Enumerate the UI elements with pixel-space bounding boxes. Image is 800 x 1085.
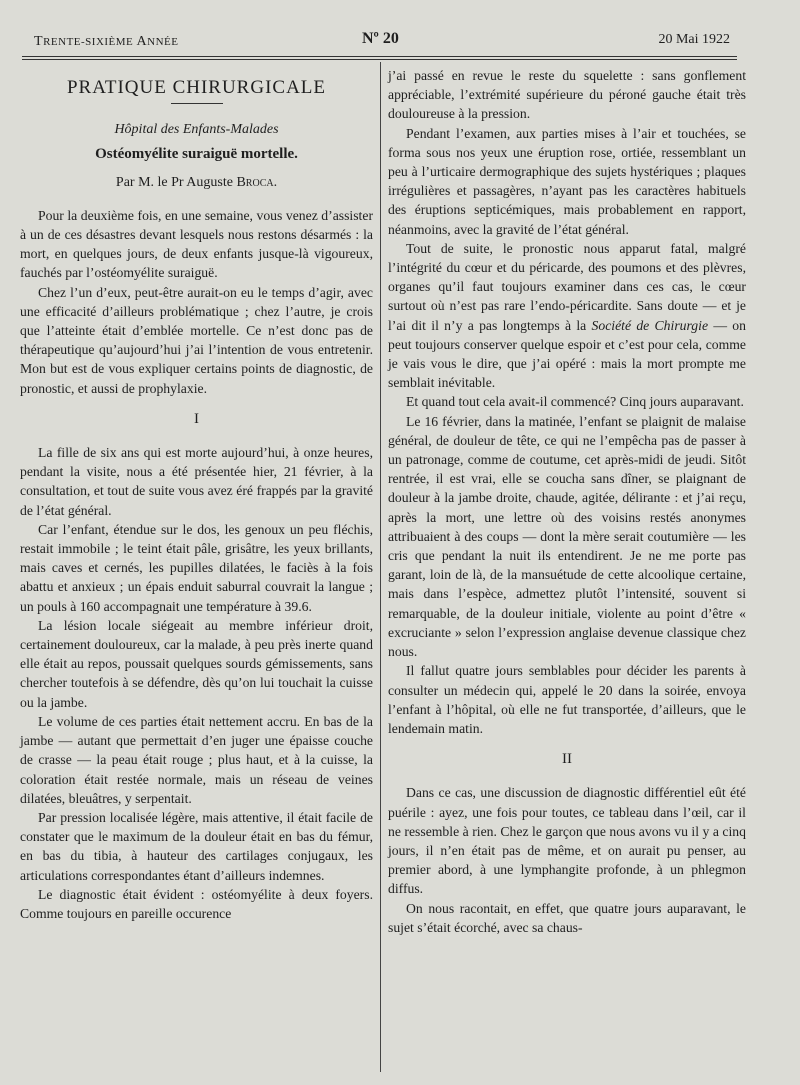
issue-number: Nº 20: [362, 30, 399, 47]
hospital-name: Hôpital des Enfants-Malades: [114, 122, 279, 138]
paragraph: Par pression localisée légère, mais attentive, il était facile de constater que le maximum de la douleur était en bas du fémur, en bas du tibia, à hauteur des cartilages conjugaux, les articulations correspondantes étant d’ailleurs indemnes.: [20, 809, 373, 883]
paragraph: Le volume de ces parties était nettement accru. En bas de la jambe — autant que permettait d’en juger une épaisse couche de crasse — la peau était rouge ; plus haut, et à la cuisse, la coloration était restée normale, mais un réseau de veines dilatées, bleuâtres, y serpentait.: [20, 713, 373, 806]
paragraph: Pour la deuxième fois, en une semaine, vous venez d’assister à un de ces désastres devant lesquels nous restons désarmés : la mort, en quelques jours, de deux enfants jusque-là vigoureux, fauchés par l’ostéomyélite suraiguë.: [20, 207, 373, 281]
column-divider: [380, 62, 381, 1072]
paragraph: Dans ce cas, une discussion de diagnostic différentiel eût été puérile : ayez, une fois pour toutes, ce tableau dans l’œil, car il ne ressemble à rien. Chez le garçon que nous avons vu il y a cinq jours, il n’en était pas de même, et on aurait pu penser, au premier abord, à une lymphangite profonde, à un phlegmon diffus.: [388, 785, 746, 897]
paragraph: Le diagnostic était évident : ostéomyélite à deux foyers. Comme toujours en pareille occurence: [20, 886, 373, 921]
paragraph: Chez l’un d’eux, peut-être aurait-on eu le temps d’agir, avec une efficacité d’ailleurs problématique ; chez l’autre, je crois que l’atteinte était d’emblée mortelle. Ce n’est donc pas de thérapeutique qu’aujourd’hui j’ai l’intention de vous entretenir. Mon but est de vous expliquer certains points de diagnostic, de pronostic, et aussi de prophylaxie.: [20, 284, 373, 396]
section-number: I: [194, 410, 199, 427]
header-rule: [22, 56, 737, 57]
section-number: II: [562, 751, 572, 768]
section-title: PRATIQUE CHIRURGICALE: [66, 77, 327, 98]
paragraph: Pendant l’examen, aux parties mises à l’air et touchées, se forma sous nos yeux une éruption rose, ortiée, ressemblant un peu à l’urticaire dermographique des sujets hystériques ; plaques irrégulières et passagères, n’ayant pas les caractères habituels des éruptions septicémiques, mais probablement en rapport, néanmoins, avec la gravité de l’état général.: [388, 125, 746, 237]
byline: Par M. le Pr Auguste Broca.: [115, 174, 278, 190]
header-rule-double: [22, 59, 737, 60]
paragraph: La fille de six ans qui est morte aujourd’hui, à onze heures, pendant la visite, nous a été présentée hier, 21 février, à la consultation, et tout de suite vous avez éré frappés par la gravité de l’état général.: [20, 445, 373, 518]
running-header: [22, 30, 734, 58]
paragraph: Il fallut quatre jours semblables pour décider les parents à consulter un médecin qui, appelé le 20 dans la soirée, envoya l’enfant à l’hôpital, où elle ne fut transportée, d’ailleurs, que le lendemain matin.: [388, 663, 746, 736]
journal-volume: TRENTE-SIXIÈME ANNÉE: [34, 34, 179, 49]
paragraph: Et quand tout cela avait-il commencé? Cinq jours auparavant.: [406, 394, 744, 410]
paragraph: On nous racontait, en effet, que quatre jours auparavant, le sujet s’était écorché, avec sa chaus-: [388, 900, 746, 935]
left-column: [20, 64, 373, 923]
right-column: [388, 66, 746, 937]
title-rule: [171, 103, 223, 104]
paragraph-continued: j’ai passé en revue le reste du squelette : sans gonflement appréciable, l’extrémité supérieure du péroné gauche était très douloureuse à la pression.: [388, 68, 746, 122]
paragraph: Le 16 février, dans la matinée, l’enfant se plaignit de malaise général, de douleur de tête, ce qui ne l’empêcha pas de passer à un patronage, comme de coutume, cet après-midi de jeudi. Sitôt rentrée, il est vrai, elle se coucha sans dîner, se plaignant de douleur à la jambe droite, chaude, agitée, délirante : et j’ai reçu, après la mort, une lettre où des voisins restés anonymes attribuaient à des coups — dont la mère serait coutumière — les cris que pendant la nuit ils entendirent. Je ne me porte pas garant, loin de là, de la mansuétude de cette alcoolique certaine, mais dans l’espèce, admettez plutôt l’intensité, souvent si remarquable, de la douleur initiale, violente au point d’être « excruciante » selon l’expression anglaise devenue classique chez nous.: [388, 413, 746, 660]
paragraph: La lésion locale siégeait au membre inférieur droit, certainement douloureux, car la malade, à peu près inerte quand elle était au repos, poussait quelques sourds gémissements, sans chercher toutefois à se défendre, dès qu’on lui touchait la cuisse ou la jambe.: [20, 617, 373, 710]
paragraph: Tout de suite, le pronostic nous apparut fatal, malgré l’intégrité du cœur et du péricarde, des poumons et des plèvres, organes qu’il faut toujours examiner dans ces cas, le cœur surtout où n’est pas rare l’endo-péricardite. Sans doute — et je l’ai dit il n’y a pas longtemps à la Société de Chirurgie — on peut toujours conserver quelque espoir et c’est pour cela, comme je vais vous le dire, que j’ai opéré : mais la mort prompte me semblait inévitable.: [388, 240, 746, 391]
issue-date: 20 Mai 1922: [658, 32, 730, 47]
article-title: Ostéomyélite suraiguë mortelle.: [95, 146, 298, 163]
society-name: Société de Chirurgie: [591, 317, 709, 333]
paragraph: Car l’enfant, étendue sur le dos, les genoux un peu fléchis, restait immobile ; le teint était pâle, grisâtre, les yeux brillants, mais caves et cernés, les pupilles dilatées, le faciès à la fois abattu et anxieux ; un épais enduit saburral couvrait la langue ; un pouls à 160 accompagnait une température à 39.6.: [20, 521, 373, 614]
